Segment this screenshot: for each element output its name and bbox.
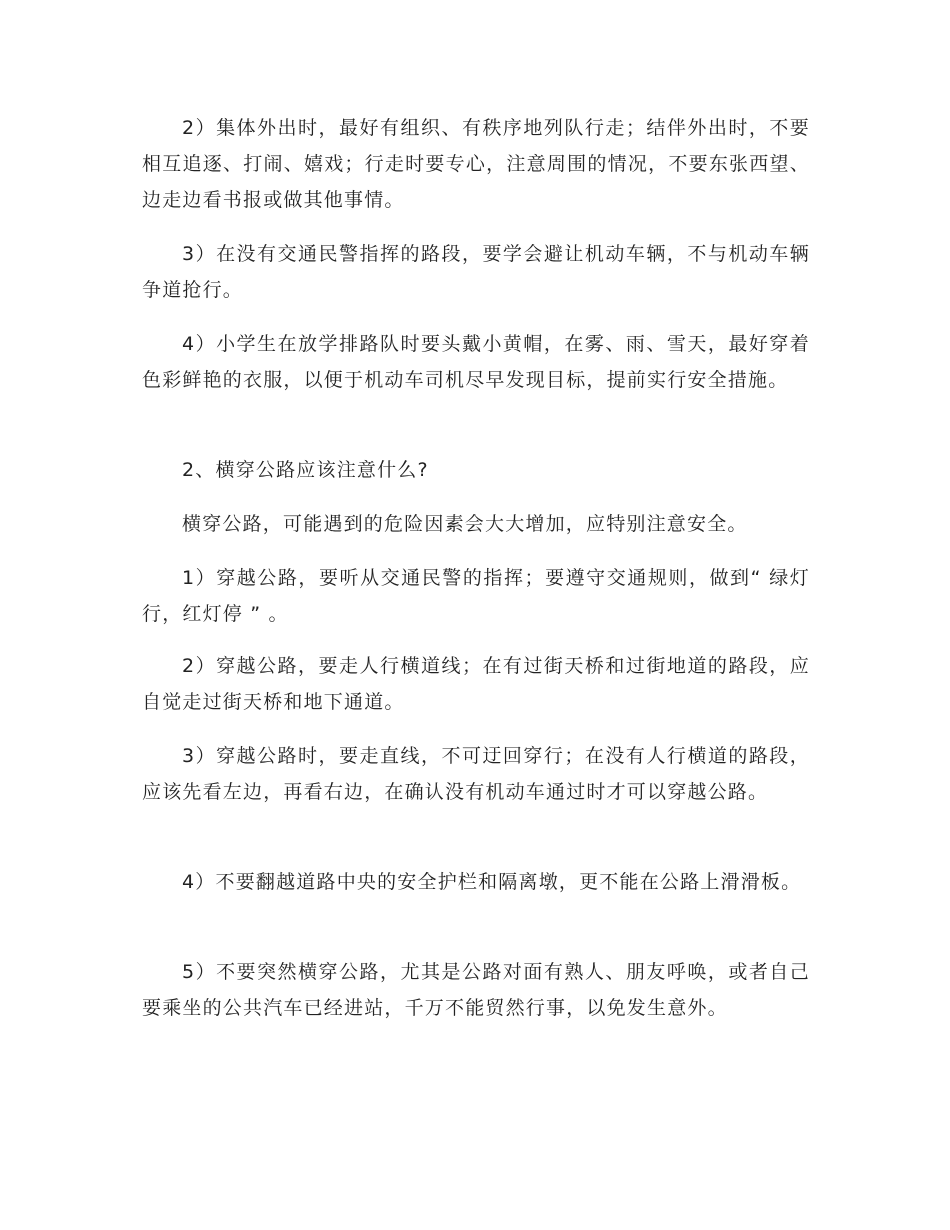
paragraph-crosswalk: 2）穿越公路，要走人行横道线；在有过街天桥和过街地道的路段，应自觉走过街天桥和地下通道。 (142, 655, 810, 713)
paragraph-group-walking: 2）集体外出时，最好有组织、有秩序地列队行走；结伴外出时，不要相互追逐、打闹、嬉戏；行走时要专心，注意周围的情况，不要东张西望、边走边看书报或做其他事情。 (142, 117, 810, 211)
paragraph-no-sudden-crossing: 5）不要突然横穿公路，尤其是公路对面有熟人、朋友呼唤，或者自己要乘坐的公共汽车已经进站，千万不能贸然行事，以免发生意外。 (142, 961, 810, 1019)
paragraph-straight-line: 3）穿越公路时，要走直线，不可迂回穿行；在没有人行横道的路段，应该先看左边，再看右边，在确认没有机动车通过时才可以穿越公路。 (142, 745, 810, 803)
paragraph-yellow-hat: 4）小学生在放学排路队时要头戴小黄帽，在雾、雨、雪天，最好穿着色彩鲜艳的衣服，以便于机动车司机尽早发现目标，提前实行安全措施。 (142, 333, 810, 391)
paragraph-crossing-intro: 横穿公路，可能遇到的危险因素会大大增加，应特别注意安全。 (182, 513, 748, 535)
paragraph-avoid-vehicles: 3）在没有交通民警指挥的路段，要学会避让机动车辆，不与机动车辆争道抢行。 (142, 243, 810, 301)
section-heading-crossing-road: 2、横穿公路应该注意什么? (182, 459, 429, 481)
paragraph-follow-police: 1）穿越公路，要听从交通民警的指挥；要遵守交通规则，做到“ 绿灯行，红灯停 ” 。 (142, 567, 810, 625)
paragraph-no-climbing: 4）不要翻越道路中央的安全护栏和隔离墩，更不能在公路上滑滑板。 (182, 871, 802, 893)
